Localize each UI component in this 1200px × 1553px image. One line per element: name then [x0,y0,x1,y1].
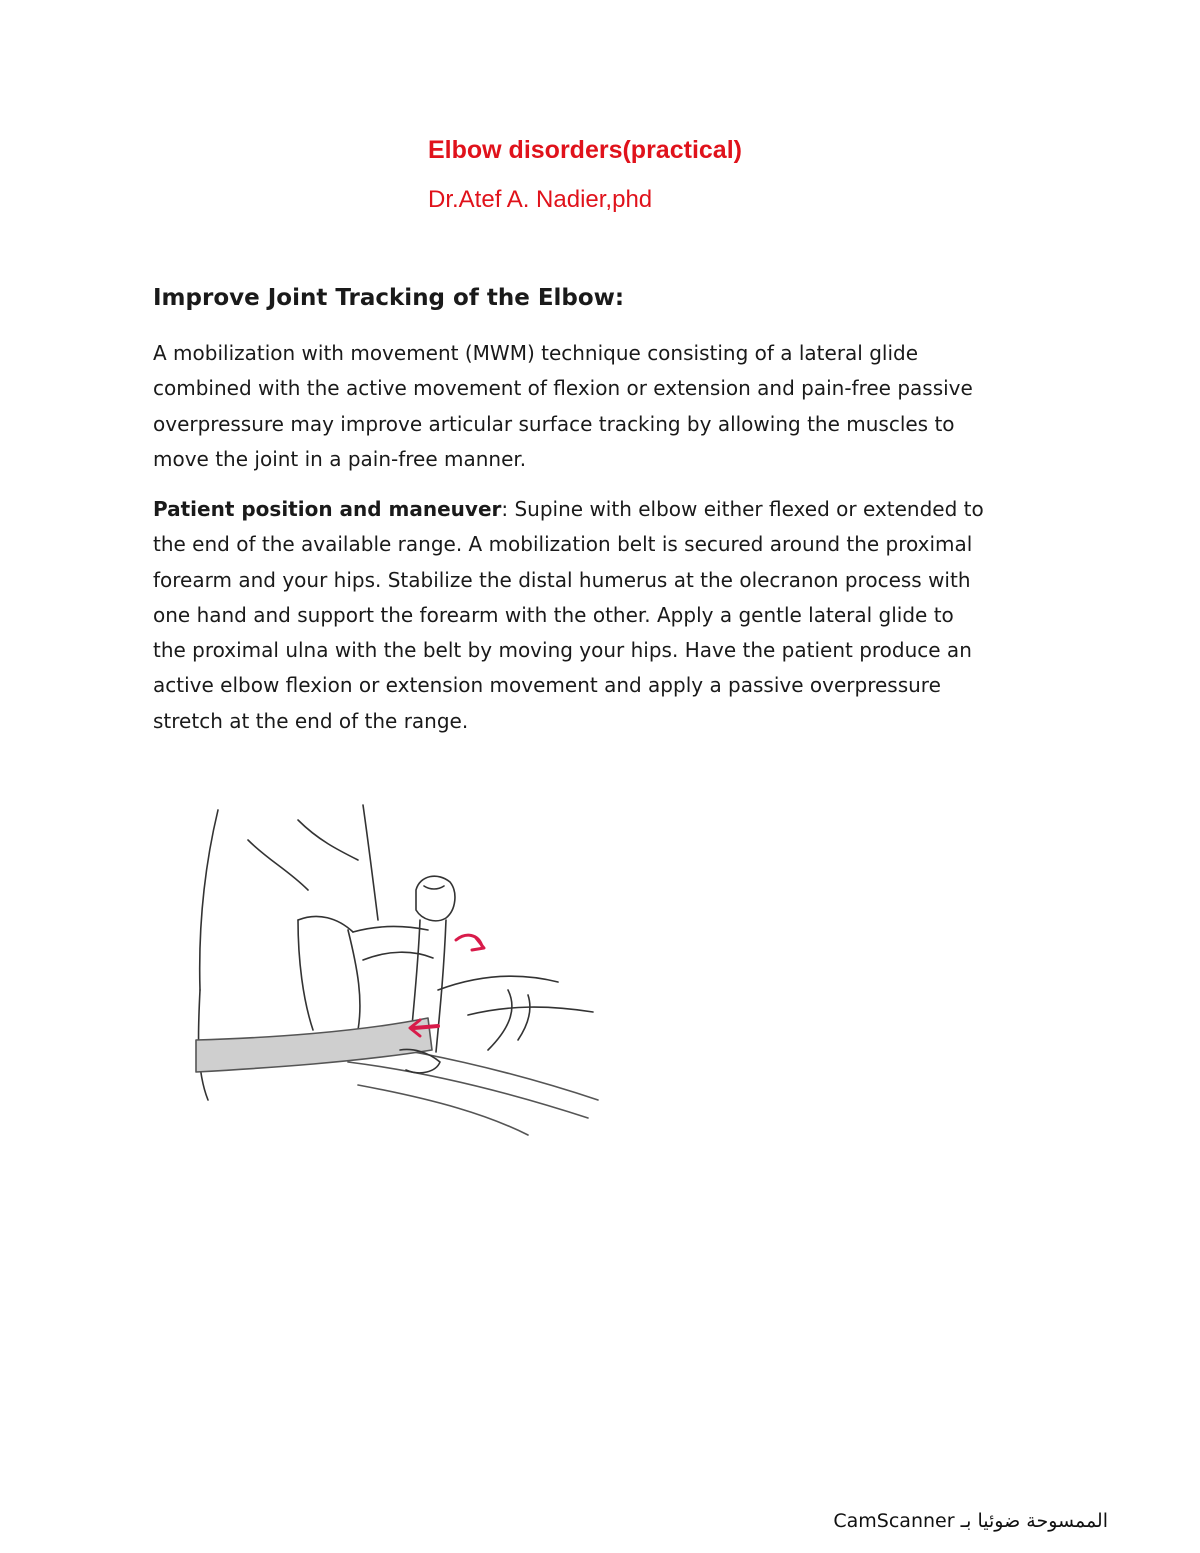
paragraph-line: stretch at the end of the range. [153,708,469,733]
paragraph-line [153,492,1053,527]
paragraph-mwm-description [153,336,1053,477]
paragraph-line: forearm and your hips. Stabilize the distal humerus at the olecranon process with [153,567,971,592]
paragraph-line: one hand and support the forearm with the other. Apply a gentle lateral glide to [153,602,954,627]
document-title: Elbow disorders(practical) [428,136,742,164]
paragraph-lead-rest: : Supine with elbow either flexed or extended to [501,497,984,521]
paragraph-line: combined with the active movement of flexion or extension and pain-free passive [153,376,973,401]
paragraph-line: overpressure may improve articular surface tracking by allowing the muscles to [153,411,955,436]
paragraph-line: move the joint in a pain-free manner. [153,446,527,471]
section-heading: Improve Joint Tracking of the Elbow: [153,285,625,311]
paragraph-line: active elbow flexion or extension movement and apply a passive overpressure [153,673,941,698]
paragraph-line: the proximal ulna with the belt by moving your hips. Have the patient produce an [153,638,972,663]
paragraph-line: the end of the available range. A mobilization belt is secured around the proximal [153,532,973,557]
paragraph-lead: Patient position and maneuver [153,497,502,521]
paragraph-patient-position [153,492,1053,739]
scanner-watermark: الممسوحة ضوئيا بـ CamScanner [833,1510,1108,1532]
elbow-mobilization-illustration-icon [188,800,608,1145]
document-author: Dr.Atef A. Nadier,phd [428,186,653,213]
paragraph-line: A mobilization with movement (MWM) technique consisting of a lateral glide [153,341,919,365]
